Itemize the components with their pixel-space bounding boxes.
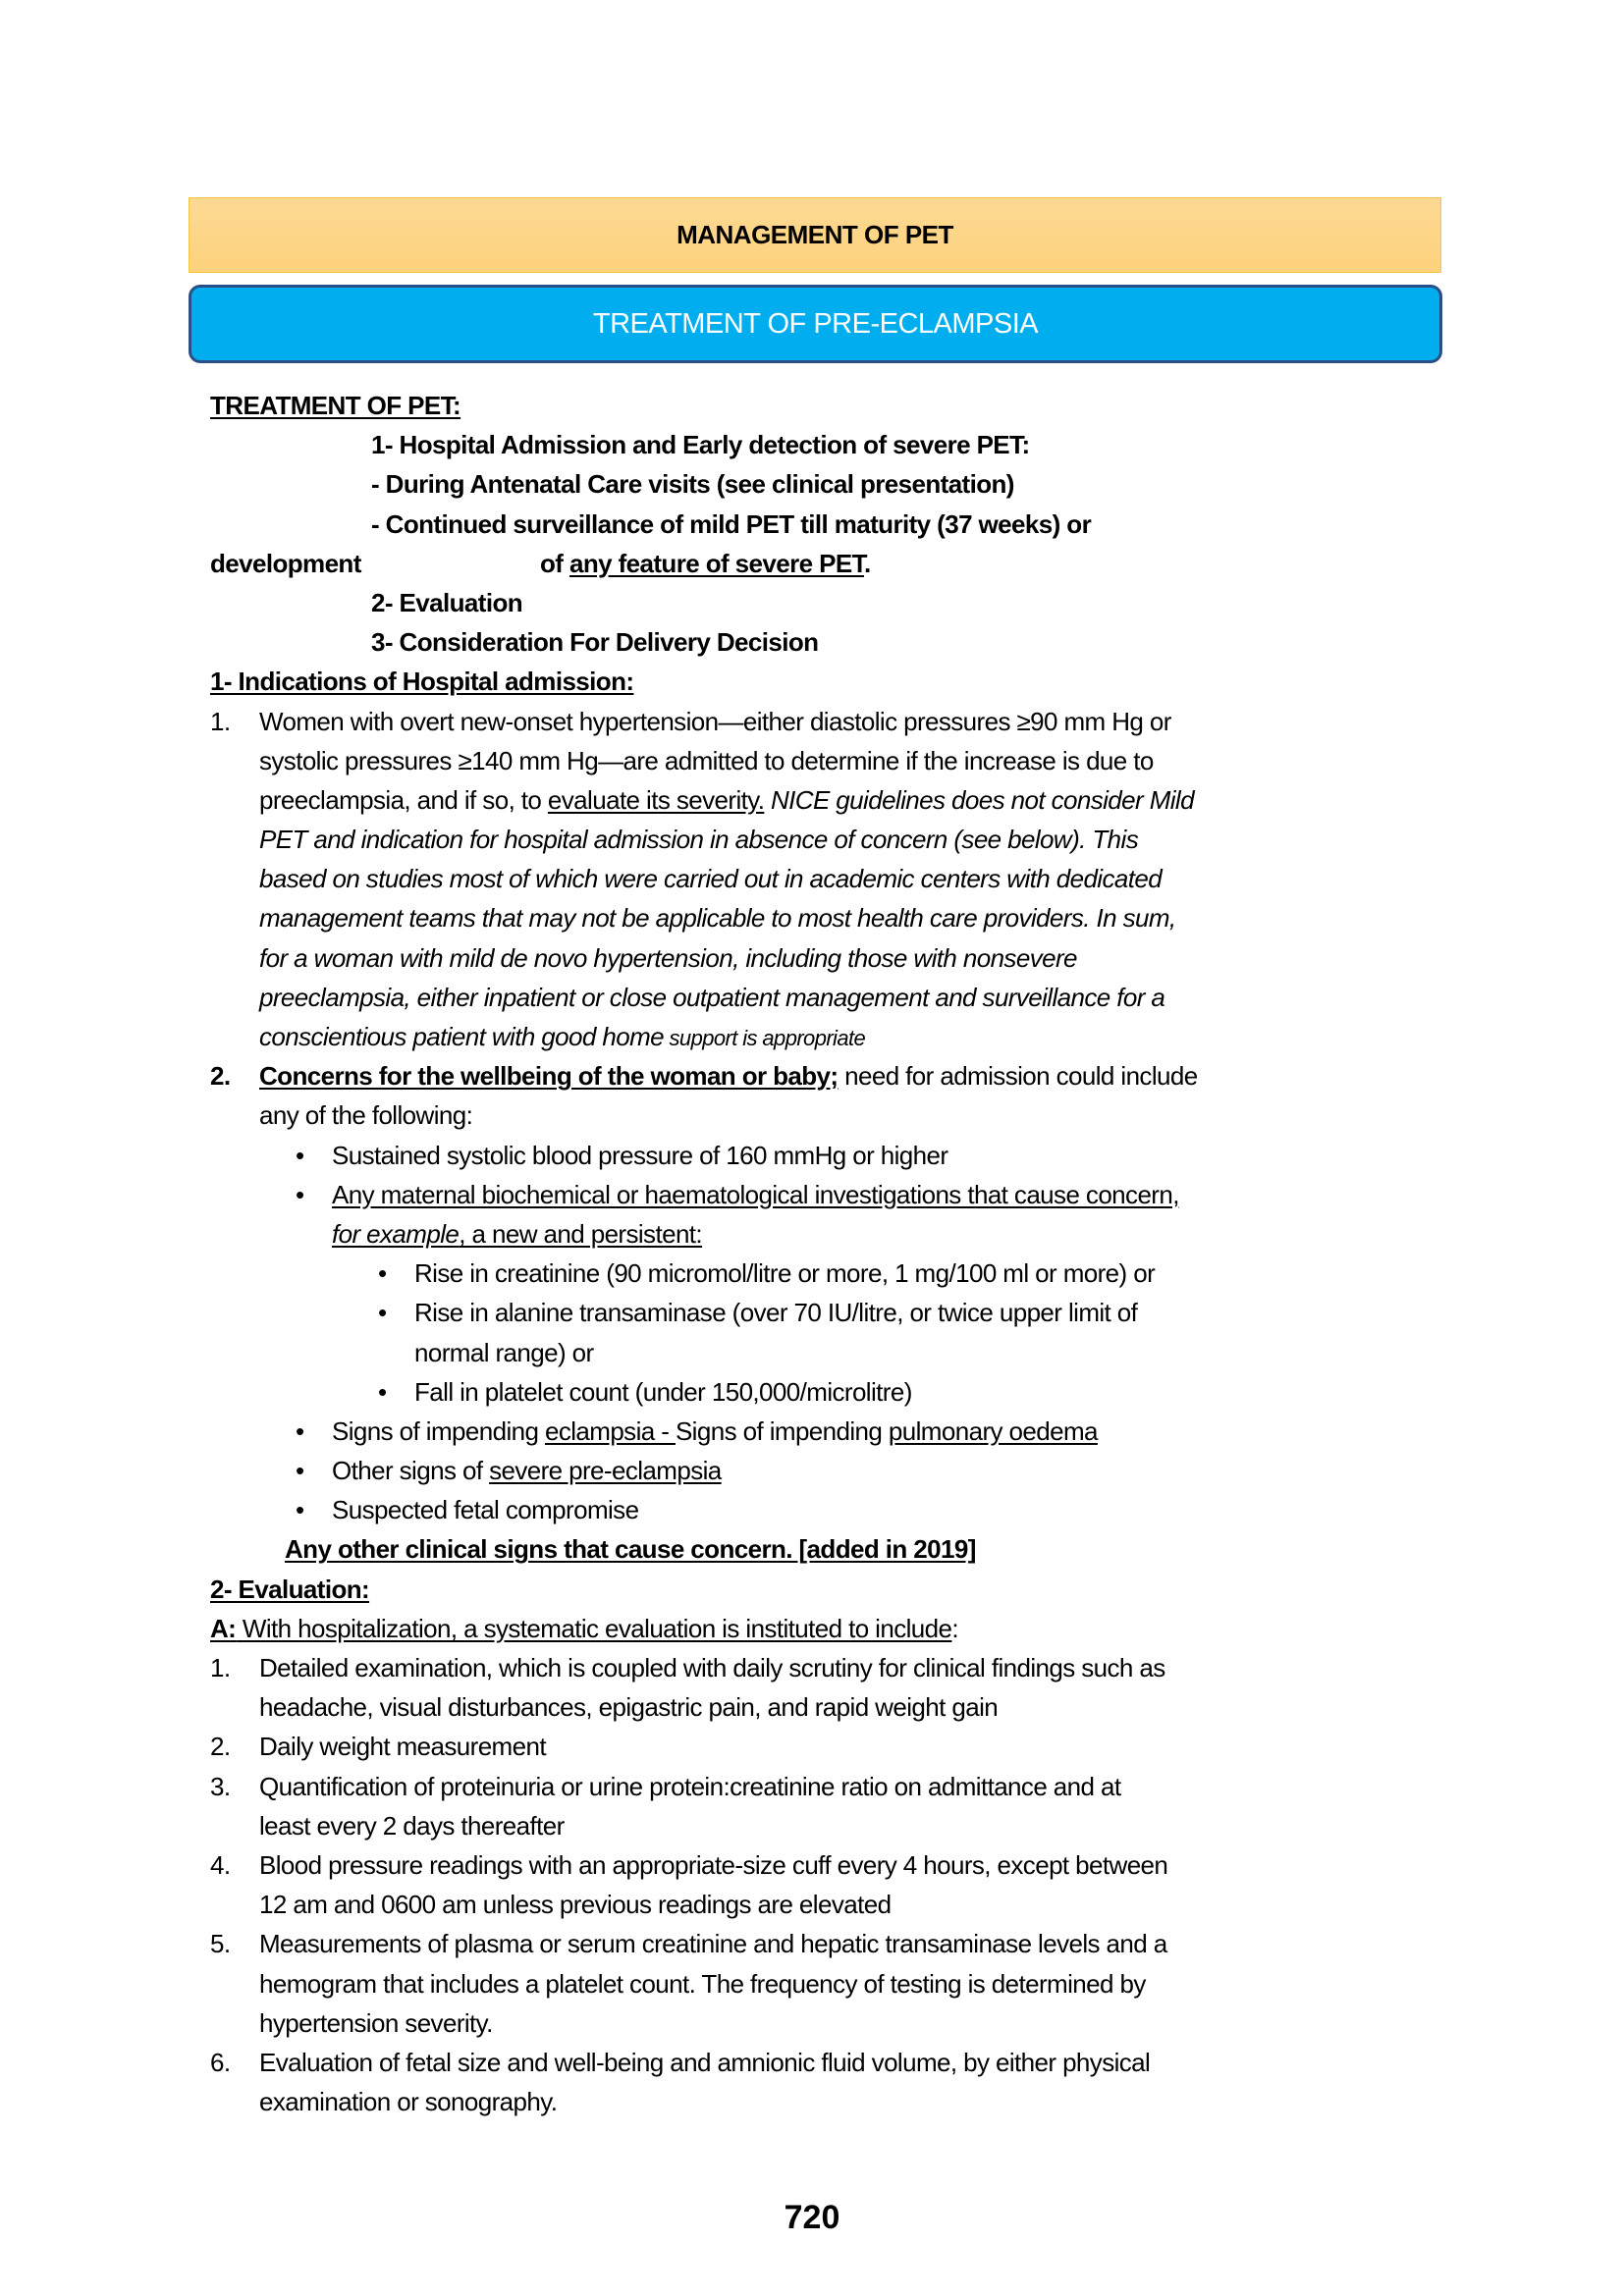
text: preeclampsia, and if so, to [259, 784, 548, 815]
text-line: any of the following: [259, 1100, 473, 1131]
sub-bullet-item [0, 1293, 1437, 1332]
italic-line: based on studies most of which were carried out in academic centers with dedicated [259, 864, 1163, 894]
section-title: MANAGEMENT OF PET [677, 220, 953, 249]
indication-item-1 [210, 702, 1437, 1057]
text-line: hemogram that includes a platelet count. The frequency of testing is determined by [259, 1968, 1146, 1999]
indications-heading: 1- Indications of Hospital admission: [210, 667, 634, 697]
word-development: development [210, 548, 361, 578]
sub-bullet-item [0, 1254, 1437, 1293]
list-number: 1. [210, 1653, 231, 1683]
evaluation-heading-line [210, 1570, 1437, 1609]
list-number: 2. [210, 1732, 231, 1762]
italic-line: preeclampsia, either inpatient or close outpatient management and surveillance for a [259, 982, 1165, 1012]
bullet-icon: • [296, 1140, 304, 1170]
list-number: 4. [210, 1849, 231, 1880]
concerns-heading: Concerns for the wellbeing of the woman or baby; [259, 1061, 839, 1092]
text: . [864, 548, 871, 578]
list-number: 3. [210, 1771, 231, 1801]
bullet-item [0, 1175, 1437, 1214]
evaluation-item [210, 1648, 1437, 1727]
text-line: hypertension severity. [259, 2007, 493, 2038]
list-number: 2. [210, 1061, 231, 1092]
list-number: 1. [210, 706, 231, 736]
text: Other signs of [332, 1456, 490, 1486]
text-line: Measurements of plasma or serum creatinine and hepatic transaminase levels and a [259, 1929, 1167, 1959]
text: for example [332, 1218, 460, 1249]
text-line [259, 1056, 1437, 1095]
indication-item-2 [210, 1056, 1437, 1135]
bullet-icon: • [296, 1415, 304, 1446]
text: : [951, 1613, 958, 1643]
text: Signs of impending [675, 1415, 889, 1446]
evaluation-item [210, 1845, 1437, 1924]
evaluation-sub-a [210, 1609, 1437, 1648]
eclampsia-text: eclampsia - [544, 1415, 676, 1446]
evaluation-item [210, 1924, 1437, 2043]
text-line: examination or sonography. [259, 2087, 558, 2117]
severe-pet-link: any feature of severe PET [568, 548, 865, 578]
list-number: 5. [210, 1929, 231, 1959]
bullet-icon: • [296, 1495, 304, 1525]
bullet-icon: • [296, 1456, 304, 1486]
bullet-continuation [0, 1214, 1437, 1254]
severe-pre-eclampsia-text: severe pre-eclampsia [489, 1456, 722, 1486]
text-line: 12 am and 0600 am unless previous readings are elevated [259, 1890, 892, 1920]
text: Suspected fetal compromise [332, 1495, 639, 1525]
chapter-title: TREATMENT OF PRE-ECLAMPSIA [592, 307, 1039, 340]
document-body [210, 386, 1437, 2121]
bullet-icon: • [378, 1376, 387, 1407]
text: support is appropriate [664, 1026, 866, 1051]
pulmonary-oedema-text: pulmonary oedema [888, 1415, 1098, 1446]
chapter-banner [189, 285, 1442, 363]
treatment-step-1: 1- Hospital Admission and Early detection of severe PET: [371, 430, 1030, 460]
text: Any maternal biochemical or haematological investigations that cause concern, [332, 1179, 1179, 1209]
text: Rise in creatinine (90 micromol/litre or more, 1 mg/100 ml or more) or [414, 1258, 1156, 1289]
text-line: Women with overt new-onset hypertension—either diastolic pressures ≥90 mm Hg or [259, 706, 1171, 736]
evaluation-item [210, 1767, 1437, 1845]
treatment-step-3: 3- Consideration For Delivery Decision [371, 627, 819, 658]
italic-line [259, 1017, 1437, 1056]
bullet-icon: • [378, 1298, 387, 1328]
italic-line: management teams that may not be applicable to most health care providers. In sum, [259, 903, 1176, 934]
text-line: Evaluation of fetal size and well-being and amnionic fluid volume, by either physical [259, 2047, 1151, 2077]
text-line: headache, visual disturbances, epigastric pain, and rapid weight gain [259, 1692, 999, 1723]
text: Any other clinical signs that cause concern. [added in 2019] [285, 1534, 976, 1565]
evaluation-item [210, 2043, 1437, 2121]
text: of [540, 548, 569, 578]
bullet-item [0, 1451, 1437, 1490]
evaluate-severity-text: evaluate its severity. [547, 784, 765, 815]
text: Sustained systolic blood pressure of 160 mmHg or higher [332, 1140, 948, 1170]
text: Fall in platelet count (under 150,000/microlitre) [414, 1376, 912, 1407]
label: A: [210, 1613, 237, 1643]
bullet-item [0, 1136, 1437, 1175]
text: need for admission could include [838, 1061, 1198, 1092]
italic-line: PET and indication for hospital admission in absence of concern (see below). This [259, 825, 1139, 855]
text-line: Daily weight measurement [259, 1732, 546, 1762]
text: , a new and persistent: [459, 1218, 703, 1249]
text-line: systolic pressures ≥140 mm Hg—are admitted to determine if the increase is due to [259, 745, 1154, 775]
text-line [259, 780, 1437, 820]
section-banner [189, 197, 1441, 273]
text: Rise in alanine transaminase (over 70 IU/litre, or twice upper limit of [414, 1298, 1138, 1328]
bullet-item [0, 1490, 1437, 1529]
bullet-icon: • [378, 1258, 387, 1289]
text-line: Quantification of proteinuria or urine protein:creatinine ratio on admittance and at [259, 1771, 1121, 1801]
sub-bullet-item [0, 1372, 1437, 1412]
nice-note: NICE guidelines does not consider Mild [764, 784, 1194, 815]
list-number: 6. [210, 2047, 231, 2077]
page-number: 720 [784, 2199, 840, 2236]
italic-line: for a woman with mild de novo hypertension, including those with nonsevere [259, 942, 1077, 973]
bullet-item [0, 1412, 1437, 1451]
text-line: Blood pressure readings with an appropriate-size cuff every 4 hours, except between [259, 1849, 1168, 1880]
sub-bullet-continuation: normal range) or [414, 1337, 594, 1367]
text-line: Detailed examination, which is coupled with daily scrutiny for clinical findings such as [259, 1653, 1165, 1683]
text-line: least every 2 days thereafter [259, 1810, 565, 1841]
treatment-step-1b: - Continued surveillance of mild PET till maturity (37 weeks) or [371, 508, 1092, 539]
evaluation-item [210, 1727, 1437, 1766]
evaluation-heading: 2- Evaluation: [210, 1574, 370, 1604]
treatment-step-1b-continued [210, 544, 1437, 583]
treatment-step-2: 2- Evaluation [371, 587, 523, 617]
text: With hospitalization, a systematic evaluation is instituted to include [236, 1613, 952, 1643]
any-other-signs [210, 1529, 1437, 1569]
treatment-step-1a: - During Antenatal Care visits (see clinical presentation) [371, 469, 1014, 500]
bullet-icon: • [296, 1179, 304, 1209]
text: conscientious patient with good home [259, 1022, 665, 1052]
text: Signs of impending [332, 1415, 545, 1446]
treatment-heading: TREATMENT OF PET: [210, 391, 461, 420]
